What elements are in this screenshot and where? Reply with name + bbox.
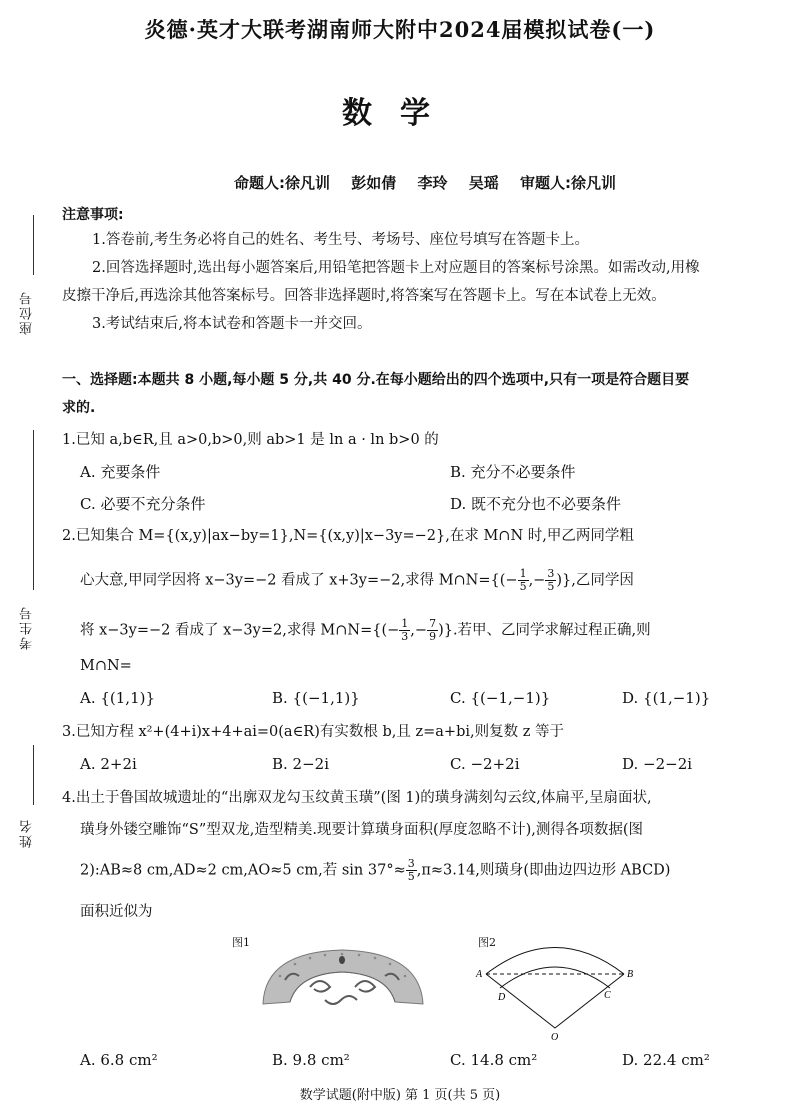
q1-option-c: C. 必要不充分条件 — [80, 495, 206, 513]
q4-option-a: A. 6.8 cm² — [80, 1051, 158, 1069]
page-footer: 数学试题(附中版) 第 1 页(共 5 页) — [299, 1088, 501, 1103]
notice-item-2-cont: 皮擦干净后,再选涂其他答案标号。回答非选择题时,将答案写在答题卡上。写在本试卷上无效。 — [62, 288, 666, 304]
point-b: B — [627, 969, 634, 980]
q2-frac-2: $\frac{3}{5}$ — [547, 567, 555, 593]
subject-title: 数学 — [342, 96, 458, 131]
point-a: A — [476, 969, 483, 980]
q4-line-3: 2):AB≈8 cm,AD≈2 cm,AO≈5 cm,若 sin 37°≈ $\frac{3}{5}$ ,π≈3.14,则璜身(即曲边四边形 ABCD) — [80, 857, 671, 883]
seat-label: 座位号 — [20, 290, 35, 335]
section1-heading: 一、选择题:本题共 8 小题,每小题 5 分,共 40 分.在每小题给出的四个选项中,只有一项是符合题目要 — [62, 372, 690, 388]
q2-line-3: 将 x−3y=−2 看成了 x−3y=2,求得 M∩N={(− $\frac{1}{3}$ ,− $\frac{7}{9}$ )}.若甲、乙同学求解过程正确,则 — [80, 617, 651, 643]
q3-option-b: B. 2−2i — [272, 755, 330, 773]
point-c: C — [604, 990, 611, 1001]
fig2-label: 图2 — [478, 936, 496, 949]
author-2: 彭如倩 — [351, 174, 397, 192]
q3-stem: 3.已知方程 x²+(4+i)x+4+ai=0(a∈R)有实数根 b,且 z=a+bi,则复数 z 等于 — [62, 724, 564, 740]
authors-line — [0, 172, 800, 193]
q2-line-2a: 心大意,甲同学因将 x−3y=−2 看成了 x+3y=−2,求得 M∩N={(− — [80, 572, 518, 589]
q2-option-d: D. {(1,−1)} — [622, 689, 711, 707]
inner-arc — [500, 967, 610, 988]
q2-option-a: A. {(1,1)} — [80, 689, 156, 707]
q3-option-d: D. −2−2i — [622, 755, 693, 773]
section1-heading-cont: 求的. — [62, 400, 96, 416]
name-label: 姓名 — [20, 818, 35, 848]
q2-line-3a: 将 x−3y=−2 看成了 x−3y=2,求得 M∩N={(− — [80, 622, 400, 639]
exam-no-line — [33, 430, 34, 590]
q4-frac-sin37: $\frac{3}{5}$ — [407, 857, 415, 883]
q2-frac-1: $\frac{1}{5}$ — [519, 567, 527, 593]
exam-no-label: 考生号 — [20, 605, 35, 650]
notice-item-2: 2.回答选择题时,选出每小题答案后,用铅笔把答题卡上对应题目的答案标号涂黑。如需改动,用橡 — [92, 260, 700, 276]
q4-line-1: 4.出土于鲁国故城遗址的“出廓双龙勾玉纹黄玉璜”(图 1)的璜身满刻勾云纹,体扁平,呈扇面状, — [62, 790, 652, 806]
notice-item-1: 1.答卷前,考生务必将自己的姓名、考生号、考场号、座位号填写在答题卡上。 — [92, 232, 589, 248]
reviewer: 审题人:徐凡训 — [519, 174, 616, 192]
fig1-label: 图1 — [232, 936, 250, 949]
q1-stem: 1.已知 a,b∈R,且 a>0,b>0,则 ab>1 是 ln a · ln b>0 的 — [62, 432, 439, 448]
seat-line — [33, 215, 34, 275]
outer-arc — [486, 948, 624, 975]
q1-option-a: A. 充要条件 — [80, 463, 161, 481]
author-3: 李玲 — [417, 174, 448, 192]
q1-option-d: D. 既不充分也不必要条件 — [450, 495, 622, 513]
point-d: D — [498, 992, 506, 1003]
name-line — [33, 745, 34, 805]
q4-line-4: 面积近似为 — [80, 904, 153, 920]
q2-line-1: 2.已知集合 M={(x,y)|ax−by=1},N={(x,y)|x−3y=−2},在求 M∩N 时,甲乙两同学粗 — [62, 528, 634, 544]
q1-option-b: B. 充分不必要条件 — [450, 463, 576, 481]
author-1: 命题人:徐凡训 — [234, 174, 330, 192]
sector-diagram — [470, 936, 640, 1046]
q2-line-2: 心大意,甲同学因将 x−3y=−2 看成了 x+3y=−2,求得 M∩N={(− $\frac{1}{5}$ ,− $\frac{3}{5}$ )},乙同学因 — [80, 567, 634, 593]
author-4: 吴瑶 — [468, 174, 499, 192]
q3-option-c: C. −2+2i — [450, 755, 520, 773]
exam-header-title: 炎德·英才大联考湖南师大附中2024届模拟试卷(一) — [144, 17, 656, 42]
radii — [486, 974, 624, 1028]
q4-option-d: D. 22.4 cm² — [622, 1051, 710, 1069]
jade-ornament-image — [255, 942, 430, 1017]
q2-option-b: B. {(−1,1)} — [272, 689, 360, 707]
notice-title: 注意事项: — [62, 207, 124, 223]
q4-line-2: 璜身外镂空雕饰“S”型双龙,造型精美.现要计算璜身面积(厚度忽略不计),测得各项数据(图 — [80, 822, 644, 838]
q2-frac-4: $\frac{7}{9}$ — [429, 617, 437, 643]
q4-option-b: B. 9.8 cm² — [272, 1051, 350, 1069]
point-o: O — [551, 1032, 559, 1043]
q4-option-c: C. 14.8 cm² — [450, 1051, 538, 1069]
q2-frac-3: $\frac{1}{3}$ — [401, 617, 409, 643]
q2-line-4: M∩N= — [80, 658, 132, 674]
q3-option-a: A. 2+2i — [80, 755, 137, 773]
notice-item-3: 3.考试结束后,将本试卷和答题卡一并交回。 — [92, 316, 372, 332]
q2-option-c: C. {(−1,−1)} — [450, 689, 551, 707]
